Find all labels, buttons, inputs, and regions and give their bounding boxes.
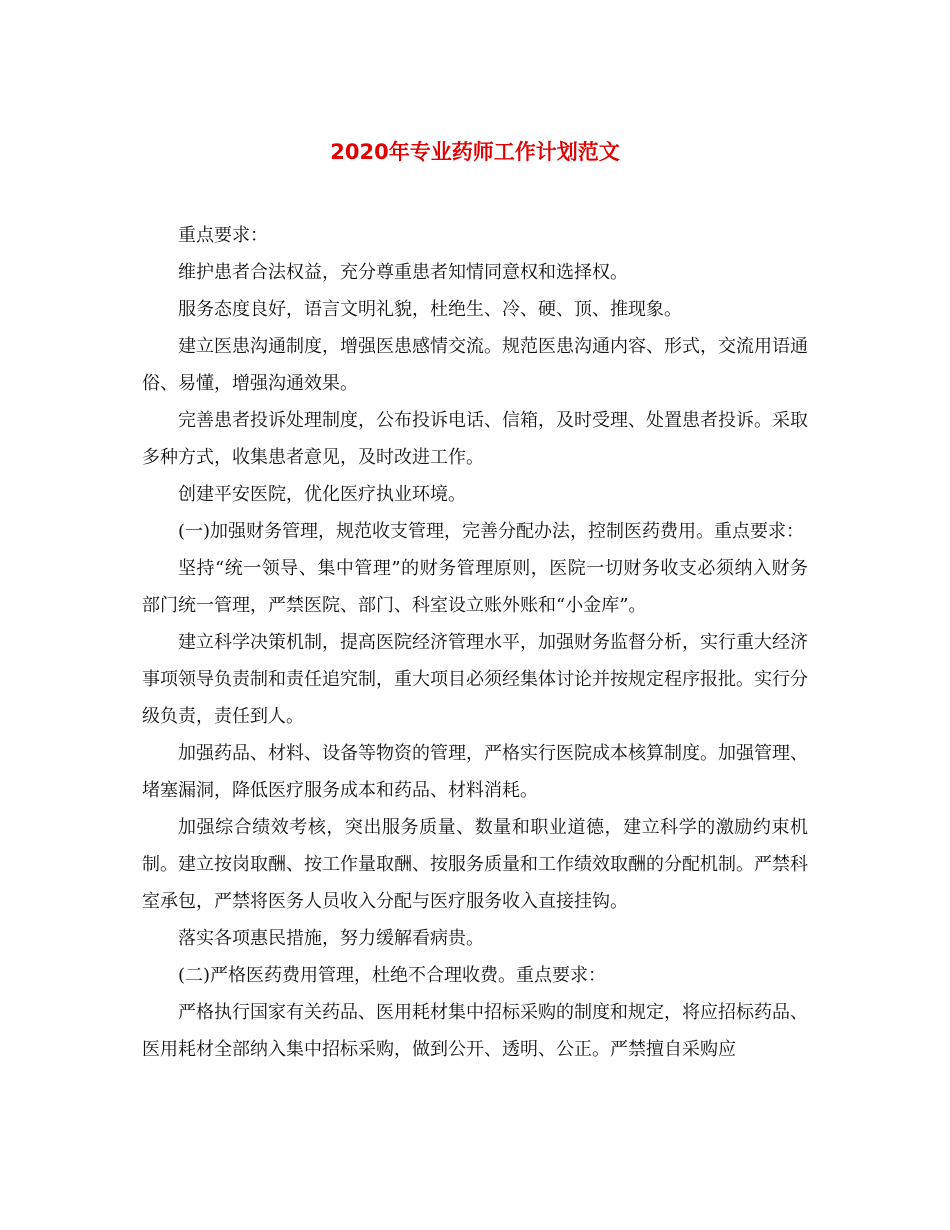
document-body bbox=[142, 217, 808, 1068]
paragraph: 建立医患沟通制度，增强医患感情交流。规范医患沟通内容、形式，交流用语通俗、易懂，增强沟通效果。 bbox=[142, 336, 808, 394]
paragraph: 建立科学决策机制，提高医院经济管理水平，加强财务监督分析，实行重大经济事项领导负责制和责任追究制，重大项目必须经集体讨论并按规定程序报批。实行分级负责，责任到人。 bbox=[142, 632, 808, 727]
paragraph: 服务态度良好，语言文明礼貌，杜绝生、冷、硬、顶、推现象。 bbox=[178, 299, 682, 320]
paragraph: 严格执行国家有关药品、医用耗材集中招标采购的制度和规定，将应招标药品、医用耗材全部纳入集中招标采购，做到公开、透明、公正。严禁擅自采购应 bbox=[142, 1002, 808, 1060]
paragraph: 加强综合绩效考核，突出服务质量、数量和职业道德，建立科学的激励约束机制。建立按岗取酬、按工作量取酬、按服务质量和工作绩效取酬的分配机制。严禁科室承包，严禁将医务人员收入分配与医疗服务收入直接挂钩。 bbox=[142, 817, 808, 912]
paragraph: 坚持“统一领导、集中管理”的财务管理原则，医院一切财务收支必须纳入财务部门统一管理，严禁医院、部门、科室设立账外账和“小金库”。 bbox=[142, 558, 808, 616]
paragraph: (一)加强财务管理，规范收支管理，完善分配办法，控制医药费用。重点要求： bbox=[178, 521, 805, 542]
paragraph: 加强药品、材料、设备等物资的管理，严格实行医院成本核算制度。加强管理、堵塞漏洞，降低医疗服务成本和药品、材料消耗。 bbox=[142, 743, 808, 801]
document-title: 2020年专业药师工作计划范文 bbox=[330, 140, 620, 164]
paragraph: 创建平安医院，优化医疗执业环境。 bbox=[178, 484, 466, 505]
paragraph: 重点要求： bbox=[178, 225, 268, 246]
paragraph: 维护患者合法权益，充分尊重患者知情同意权和选择权。 bbox=[178, 262, 628, 283]
paragraph: 落实各项惠民措施，努力缓解看病贵。 bbox=[178, 928, 484, 949]
paragraph: (二)严格医药费用管理，杜绝不合理收费。重点要求： bbox=[178, 965, 607, 986]
paragraph: 完善患者投诉处理制度，公布投诉电话、信箱，及时受理、处置患者投诉。采取多种方式，收集患者意见，及时改进工作。 bbox=[142, 410, 808, 468]
